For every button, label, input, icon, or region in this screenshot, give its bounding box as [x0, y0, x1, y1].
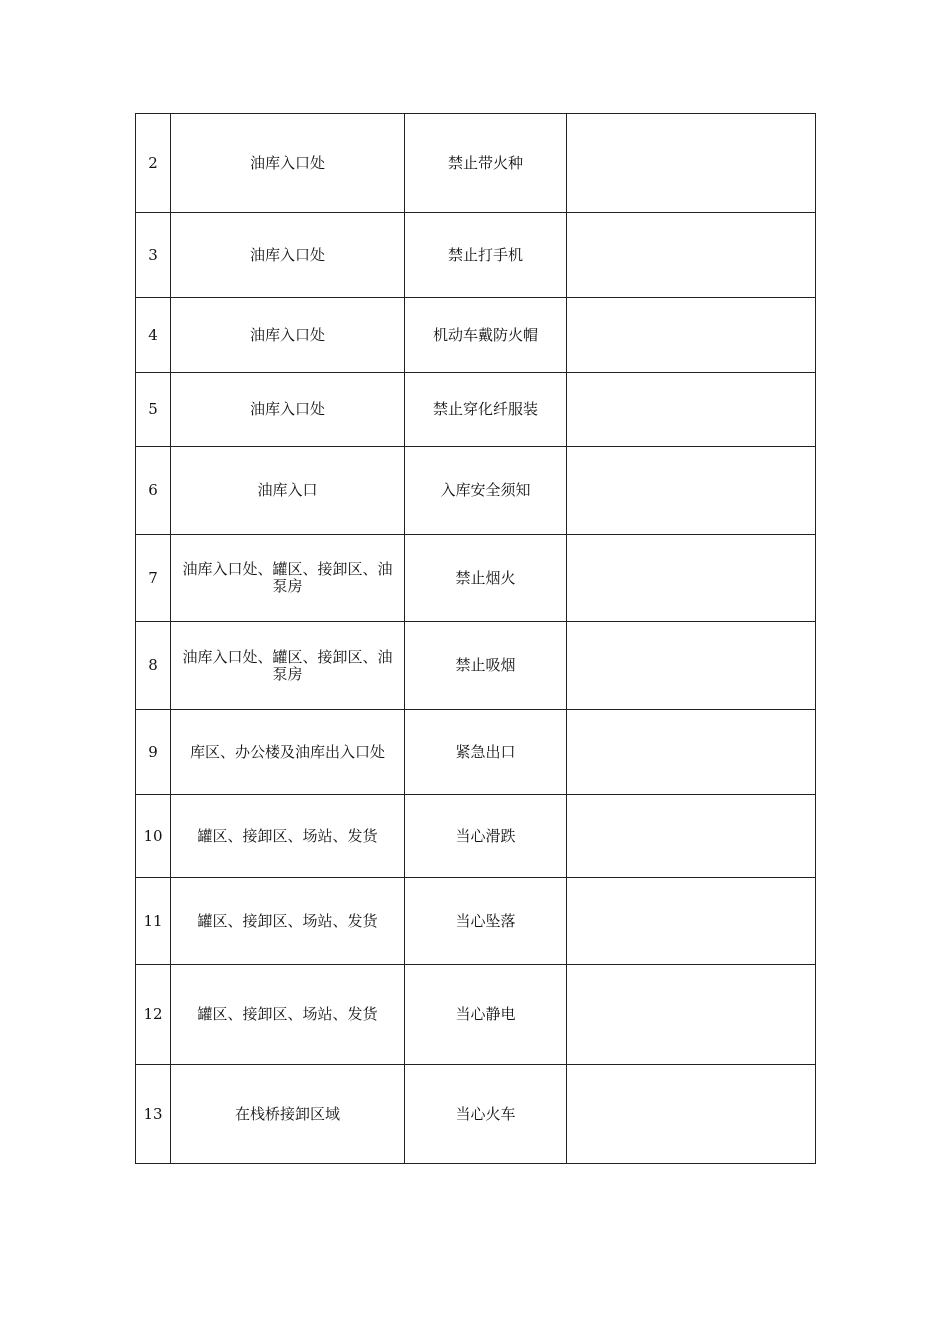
table-row — [136, 965, 816, 1065]
row-number: 8 — [136, 622, 171, 710]
sign-cell: 禁止带火种 — [405, 114, 567, 213]
note-cell — [567, 447, 816, 535]
sign-cell: 禁止穿化纤服装 — [405, 373, 567, 447]
location-cell: 油库入口处 — [171, 114, 405, 213]
table-row — [136, 622, 816, 710]
table-row — [136, 373, 816, 447]
location-cell: 罐区、接卸区、场站、发货 — [171, 795, 405, 878]
row-number: 7 — [136, 535, 171, 622]
location-cell: 罐区、接卸区、场站、发货 — [171, 878, 405, 965]
sign-cell: 当心滑跌 — [405, 795, 567, 878]
sign-cell: 禁止烟火 — [405, 535, 567, 622]
row-number: 2 — [136, 114, 171, 213]
sign-cell: 入库安全须知 — [405, 447, 567, 535]
sign-cell: 禁止吸烟 — [405, 622, 567, 710]
location-cell: 在栈桥接卸区域 — [171, 1065, 405, 1164]
note-cell — [567, 1065, 816, 1164]
row-number: 4 — [136, 298, 171, 373]
location-cell: 油库入口处 — [171, 373, 405, 447]
sign-cell: 当心火车 — [405, 1065, 567, 1164]
note-cell — [567, 535, 816, 622]
location-cell: 油库入口 — [171, 447, 405, 535]
sign-cell: 当心坠落 — [405, 878, 567, 965]
sign-cell: 当心静电 — [405, 965, 567, 1065]
note-cell — [567, 298, 816, 373]
table-row — [136, 298, 816, 373]
table-row — [136, 878, 816, 965]
location-cell: 油库入口处、罐区、接卸区、油泵房 — [171, 535, 405, 622]
location-cell: 油库入口处、罐区、接卸区、油泵房 — [171, 622, 405, 710]
row-number: 13 — [136, 1065, 171, 1164]
note-cell — [567, 114, 816, 213]
note-cell — [567, 213, 816, 298]
note-cell — [567, 622, 816, 710]
location-cell: 油库入口处 — [171, 298, 405, 373]
row-number: 3 — [136, 213, 171, 298]
row-number: 6 — [136, 447, 171, 535]
sign-cell: 禁止打手机 — [405, 213, 567, 298]
table-row — [136, 447, 816, 535]
table-row — [136, 535, 816, 622]
sign-cell: 紧急出口 — [405, 710, 567, 795]
table-row — [136, 710, 816, 795]
signage-table-body — [136, 114, 816, 1164]
location-cell: 罐区、接卸区、场站、发货 — [171, 965, 405, 1065]
row-number: 9 — [136, 710, 171, 795]
row-number: 11 — [136, 878, 171, 965]
row-number: 5 — [136, 373, 171, 447]
row-number: 10 — [136, 795, 171, 878]
location-cell: 库区、办公楼及油库出入口处 — [171, 710, 405, 795]
note-cell — [567, 795, 816, 878]
note-cell — [567, 373, 816, 447]
table-row — [136, 213, 816, 298]
table-row — [136, 795, 816, 878]
note-cell — [567, 878, 816, 965]
table-row — [136, 1065, 816, 1164]
note-cell — [567, 965, 816, 1065]
sign-cell: 机动车戴防火帽 — [405, 298, 567, 373]
location-cell: 油库入口处 — [171, 213, 405, 298]
note-cell — [567, 710, 816, 795]
signage-table — [135, 113, 816, 1164]
row-number: 12 — [136, 965, 171, 1065]
table-row — [136, 114, 816, 213]
